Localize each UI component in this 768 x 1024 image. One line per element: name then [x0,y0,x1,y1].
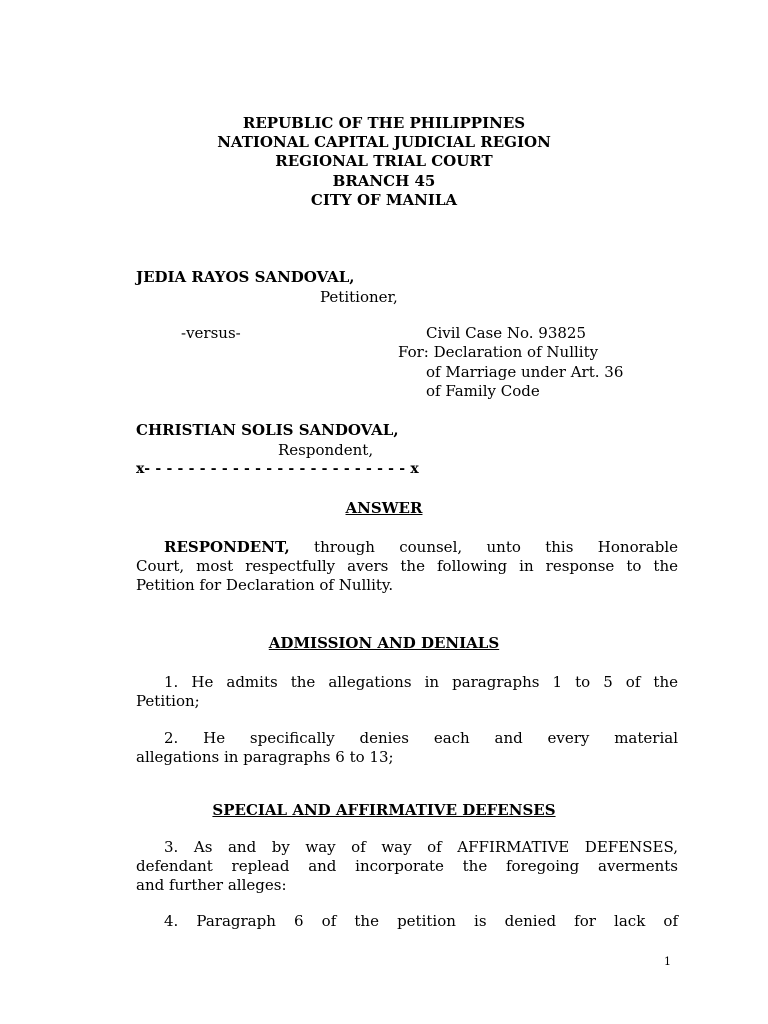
para2-line2: allegations in paragraphs 6 to 13; [136,748,394,766]
header-court: REGIONAL TRIAL COURT [275,152,493,170]
intro-line2: Court, most respectfully avers the following in response to the [136,557,678,575]
intro-line1-text: through counsel, unto this Honorable [289,538,678,556]
petitioner-role: Petitioner, [320,288,398,306]
page-number: 1 [664,955,671,968]
document-title: ANSWER [345,499,423,517]
intro-line3: Petition for Declaration of Nullity. [136,576,394,594]
section-admission-heading: ADMISSION AND DENIALS [268,634,500,652]
intro-lead: RESPONDENT, [164,538,290,556]
para4-line1: 4. Paragraph 6 of the petition is denied for lack of [164,912,678,930]
header-branch: BRANCH 45 [332,172,436,190]
para2-line1: 2. He specifically denies each and every material [164,729,678,747]
para3-line1: 3. As and by way of way of AFFIRMATIVE DEFENSES, [164,838,678,856]
petitioner-name: JEDIA RAYOS SANDOVAL, [136,268,355,286]
para1-line2: Petition; [136,692,200,710]
case-nature-line2: of Marriage under Art. 36 [426,363,624,381]
para3-line2: defendant replead and incorporate the foregoing averments [136,857,678,875]
para1-line1: 1. He admits the allegations in paragraphs 1 to 5 of the [164,673,678,691]
respondent-role: Respondent, [278,441,374,459]
case-nature-line3: of Family Code [426,382,540,400]
case-nature-line1: For: Declaration of Nullity [398,343,599,361]
para3-line3: and further alleges: [136,876,287,894]
header-city: CITY OF MANILA [310,191,458,209]
respondent-name: CHRISTIAN SOLIS SANDOVAL, [136,421,399,439]
case-number: Civil Case No. 93825 [426,324,587,342]
header-republic: REPUBLIC OF THE PHILIPPINES [242,114,526,132]
versus-label: -versus- [181,324,241,342]
header-region: NATIONAL CAPITAL JUDICIAL REGION [217,133,551,151]
section-defenses-heading: SPECIAL AND AFFIRMATIVE DEFENSES [212,801,556,819]
caption-separator: x- - - - - - - - - - - - - - - - - - - - - - - - x [136,461,419,477]
intro-line1 [164,538,678,557]
